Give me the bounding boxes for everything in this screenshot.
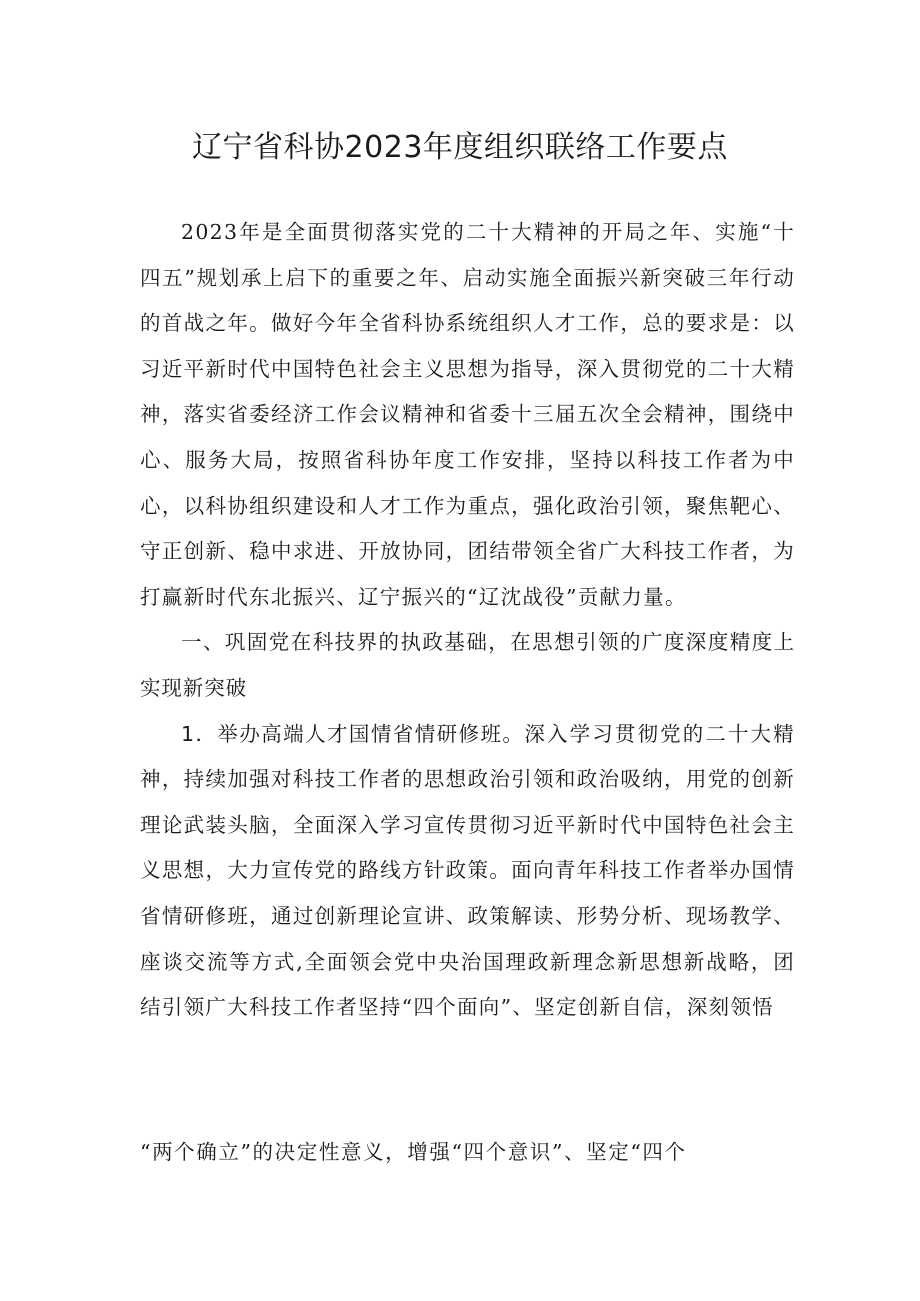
document-title: 辽宁省科协2023年度组织联络工作要点 xyxy=(192,130,728,165)
item-1-paragraph xyxy=(140,712,795,1031)
item-1-lead: 1．举办高端人才国情省情研修班。 xyxy=(181,721,525,746)
continuation-line: “两个确立”的决定性意义，增强“四个意识”、坚定“四个 xyxy=(140,1140,687,1164)
intro-paragraph: 2023年是全面贯彻落实党的二十大精神的开局之年、实施“十四五”规划承上启下的重要之年、启动实施全面振兴新突破三年行动的首战之年。做好今年全省科协系统组织人才工作，总的要求是：以习近平新时代中国特色社会主义思想为指导，深入贯彻党的二十大精神，落实省委经济工作会议精神和省委十三届五次全会精神，围绕中心、服务大局，按照省科协年度工作安排，坚持以科技工作者为中心，以科协组织建设和人才工作为重点，强化政治引领，聚焦靶心、守正创新、稳中求进、开放协同，团结带领全省广大科技工作者，为打赢新时代东北振兴、辽宁振兴的“辽沈战役”贡献力量。 xyxy=(140,220,795,609)
section-heading-1: 一、巩固党在科技界的执政基础，在思想引领的广度深度精度上实现新突破 xyxy=(140,630,795,700)
document-body xyxy=(140,210,795,1031)
item-1-text: 深入学习贯彻党的二十大精神，持续加强对科技工作者的思想政治引领和政治吸纳，用党的创新理论武装头脑，全面深入学习宣传贯彻习近平新时代中国特色社会主义思想，大力宣传党的路线方针政策。面向青年科技工作者举办国情省情研修班，通过创新理论宣讲、政策解读、形势分析、现场教学、座谈交流等方式,全面领会党中央治国理政新理念新思想新战略，团结引领广大科技工作者坚持“四个面向”、坚定创新自信，深刻领悟 xyxy=(140,721,795,1020)
